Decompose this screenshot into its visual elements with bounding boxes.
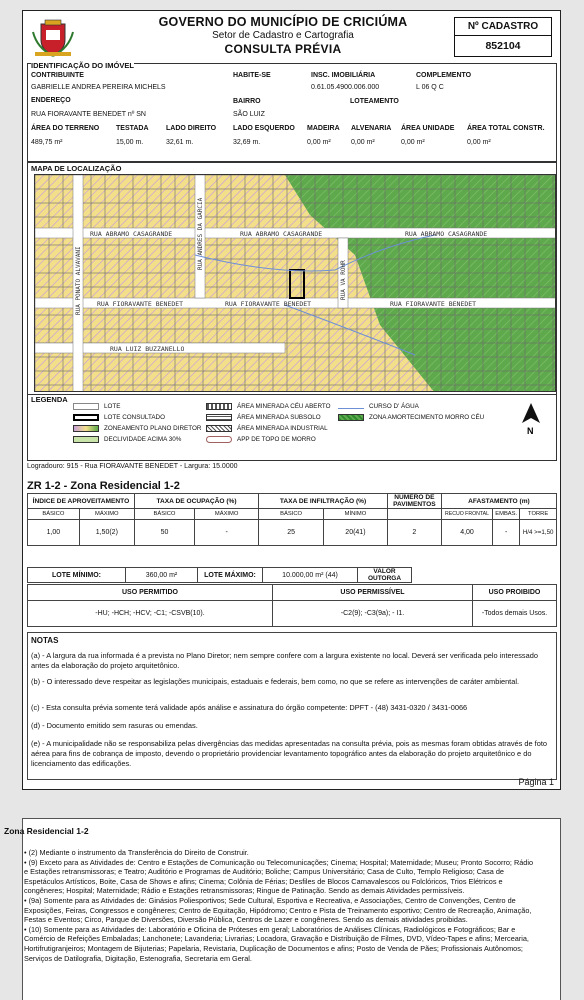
list-item: • (2) Mediante o instrumento da Transferência do Direito de Construir. bbox=[24, 848, 249, 857]
zone-title: ZR 1-2 - Zona Residencial 1-2 bbox=[27, 480, 180, 492]
property-identification bbox=[27, 63, 557, 163]
field-label: LOTEAMENTO bbox=[350, 98, 399, 105]
field-label: LADO ESQUERDO bbox=[233, 125, 295, 132]
lado-esquerdo-value: 32,69 m. bbox=[233, 139, 261, 146]
uso-permissivel-value: -C2(9); -C3(9a); - I1. bbox=[273, 601, 473, 627]
field-label: CONTRIBUINTE bbox=[31, 72, 84, 79]
section-heading: MAPA DE LOCALIZAÇÃO bbox=[31, 164, 122, 173]
legend-item: DECLIVIDADE ACIMA 30% bbox=[73, 436, 181, 443]
document-header bbox=[23, 11, 560, 61]
street-label: RUA FIORAVANTE BENEDET bbox=[97, 300, 184, 308]
sub-header: EMBAS. bbox=[493, 509, 520, 520]
page-number: Página 1 bbox=[518, 777, 554, 787]
note-item: (e) - A municipalidade não se responsabiliza pelas divergências das medidas apresentadas na consulta prévia, pois as mesmas foram obtidas através de foto aérea para fins de cobrança de imposto, devendo o proprietário providenciar levantamento topográfico antes da elaboração do projeto arquitetônico e do licenciamento das edificações. bbox=[31, 739, 547, 768]
field-label: LADO DIREITO bbox=[166, 125, 217, 132]
legend-item: LOTE bbox=[73, 403, 120, 410]
column-header: AFASTAMENTO (m) bbox=[441, 494, 556, 509]
notes-section bbox=[27, 632, 557, 780]
svg-text:N: N bbox=[527, 426, 534, 436]
legend-item: ÁREA MINERADA CÉU ABERTO bbox=[206, 403, 331, 410]
field-label: ENDEREÇO bbox=[31, 97, 71, 104]
legend-item: CURSO D' ÁGUA bbox=[338, 403, 419, 410]
field-label: BAIRRO bbox=[233, 98, 261, 105]
cadastro-box bbox=[454, 17, 552, 57]
testada-value: 15,00 m. bbox=[116, 139, 144, 146]
table-cell: H/4 >=1,50 bbox=[520, 520, 557, 546]
lado-direito-value: 32,61 m. bbox=[166, 139, 194, 146]
location-map[interactable] bbox=[34, 174, 556, 392]
map-legend bbox=[28, 394, 556, 444]
land-use-table bbox=[27, 584, 557, 627]
table-cell: 1,50(2) bbox=[79, 520, 134, 546]
list-item: • (9a) Somente para as Atividades de: Ginásios Poliesportivos; Sede Cultural, Esportiva e Recreativa, e Associações, Centro de Convenções, Centro de Exposições, Feiras, Congressos e congêneres; Centro de Equitação, Hipódromo; Centro e Pista de Treinamento esportivo; Centro de Recreação, Animação, Festas e Eventos; Circo, Parque de Diversões, Diversão Pública, Centros de Lazer e congêneres. Sendo as demais atividades proibidas. bbox=[24, 895, 532, 925]
field-label: HABITE-SE bbox=[233, 72, 271, 79]
notes-heading: NOTAS bbox=[31, 636, 59, 645]
street-label: RUA PONATO ALVAVANI bbox=[75, 246, 82, 315]
alvenaria-value: 0,00 m² bbox=[351, 139, 375, 146]
table-cell: 2 bbox=[387, 520, 441, 546]
inscricao-value: 0.61.05.4900.006.000 bbox=[311, 84, 380, 91]
list-item: • (10) Somente para as Atividades de: Laboratório e Oficina de Próteses em geral; Laboratórios de Análises Clínicas, Radiológicos e Fotográficos; Bar e Comércio de Refeições Embaladas; Lanchonete; Lavanderia; Livrarias; Locadora, Gravação e Distribuição de Filmes, DVD, Vídeo-Tapes e afins; Mercearia, Hortifrutigranjeiros; Montagem de Bijuterias; Papelaria, Revistaria, Duplicação de Documentos e afins; Posto de Venda de Pães; Profissionais Autônomos; Serviços de Datilografia, Digitação, Estenografia, Secretaria em Geral. bbox=[24, 924, 529, 963]
note-item: (c) - Esta consulta prévia somente terá validade após análise e assinatura do órgão competente: DPFT - (48) 3431-0320 / 3431-0066 bbox=[31, 703, 468, 712]
table-cell: 4,00 bbox=[441, 520, 492, 546]
consulta-previa-page-1 bbox=[22, 10, 561, 790]
area-unidade-value: 0,00 m² bbox=[401, 139, 425, 146]
field-label: ALVENARIA bbox=[351, 125, 392, 132]
note-item: (a) - A largura da rua informada é a prevista no Plano Diretor; nem sempre confere com a largura existente no local. Deverá ser verificada pelo interessado antes da elaboração do projeto arquitetônico. bbox=[31, 651, 538, 670]
north-arrow-icon bbox=[518, 401, 544, 437]
legend-item: ÁREA MINERADA SUBSOLO bbox=[206, 414, 321, 421]
street-label: RUA FIORAVANTE BENEDET bbox=[390, 300, 477, 308]
lot-size-table bbox=[27, 567, 557, 583]
zone-notes-list bbox=[24, 848, 538, 963]
location-map-section bbox=[27, 161, 557, 461]
field-label: TESTADA bbox=[116, 125, 149, 132]
sub-header: BÁSICO bbox=[259, 509, 324, 520]
uso-permitido-value: -HU; -HCH; -HCV; -C1; -CSVB(10). bbox=[28, 601, 273, 627]
field-label: MADEIRA bbox=[307, 125, 340, 132]
column-header: USO PROIBIDO bbox=[473, 585, 557, 601]
cadastro-value: 852104 bbox=[485, 40, 521, 52]
bairro-value: SÃO LUIZ bbox=[233, 111, 265, 118]
sub-header: RECUO FRONTAL bbox=[441, 509, 492, 520]
legend-item: ZONA AMORTECIMENTO MORRO CÉU bbox=[338, 414, 484, 421]
lote-minimo-label: LOTE MÍNIMO: bbox=[28, 568, 126, 583]
column-header: USO PERMITIDO bbox=[28, 585, 273, 601]
column-header: NÚMERO DE PAVIMENTOS bbox=[387, 494, 441, 509]
street-label: RUA ABRAMO CASAGRANDE bbox=[90, 230, 173, 238]
uso-proibido-value: -Todos demais Usos. bbox=[473, 601, 557, 627]
table-cell: 25 bbox=[259, 520, 324, 546]
endereco-value: RUA FIORAVANTE BENEDET nº SN bbox=[31, 111, 146, 118]
legend-item: LOTE CONSULTADO bbox=[73, 414, 165, 421]
lote-maximo-value: 10.000,00 m² (44) bbox=[263, 568, 358, 583]
column-header: TAXA DE OCUPAÇÃO (%) bbox=[134, 494, 258, 509]
field-label: ÁREA UNIDADE bbox=[401, 125, 455, 132]
logradouro-line: Logradouro: 915 - Rua FIORAVANTE BENEDET - Largura: 15.0000 bbox=[27, 463, 238, 470]
field-label: ÁREA TOTAL CONSTR. bbox=[467, 125, 545, 132]
legend-item: ZONEAMENTO PLANO DIRETOR bbox=[73, 425, 201, 432]
section-heading: IDENTIFICAÇÃO DO IMÓVEL bbox=[31, 61, 134, 70]
sub-header: MÁXIMO bbox=[79, 509, 134, 520]
street-label: RUA ABRAMO CASAGRANDE bbox=[405, 230, 488, 238]
sub-header: BÁSICO bbox=[134, 509, 194, 520]
legend-heading: LEGENDA bbox=[31, 395, 68, 404]
sub-header: MÍNIMO bbox=[323, 509, 387, 520]
valor-outorga-label: VALOR OUTORGA bbox=[358, 568, 412, 583]
sub-header: MÁXIMO bbox=[195, 509, 259, 520]
zone-notes-title: Zona Residencial 1-2 bbox=[4, 826, 89, 836]
street-label: RUA FIORAVANTE BENEDET bbox=[225, 300, 312, 308]
table-cell: 20(41) bbox=[323, 520, 387, 546]
legend-item: APP DE TOPO DE MORRO bbox=[206, 436, 316, 443]
street-label: RUA LUIZ BUZZANELLO bbox=[110, 345, 185, 353]
map-canvas bbox=[35, 175, 556, 392]
sub-header: BÁSICO bbox=[28, 509, 80, 520]
area-total-value: 0,00 m² bbox=[467, 139, 491, 146]
field-label: COMPLEMENTO bbox=[416, 72, 472, 79]
note-item: (b) - O interessado deve respeitar as legislações municipais, estaduais e federais, bem como, no que se refere as intervenções de caráter ambiental. bbox=[31, 677, 520, 686]
lote-maximo-label: LOTE MÁXIMO: bbox=[198, 568, 263, 583]
government-title: GOVERNO DO MUNICÍPIO DE CRICIÚMA bbox=[158, 15, 408, 29]
street-label: RUA ABRAMO CASAGRANDE bbox=[240, 230, 323, 238]
municipal-coat-of-arms-icon bbox=[31, 18, 75, 58]
table-cell: - bbox=[493, 520, 520, 546]
field-label: INSC. IMOBILIÁRIA bbox=[311, 72, 376, 79]
column-header: USO PERMISSÍVEL bbox=[273, 585, 473, 601]
list-item: • (9) Exceto para as Atividades de: Centro e Estações de Comunicação ou Telecomunicações; Cinema; Hospital; Maternidade; Museu; Pronto Socorro; Rádio e Estações retransmissoras; e Teatro; Auditório e Programas de Auditório; Boliche; Campus Universitário; Casa de Culto, Templo Religioso; Casa de Espetáculos Artísticos, Boite, Casa de Shows e afins; Cinema; Colônia de Férias; Desfiles de Blocos Carnavalescos ou Folclóricos, Trios Elétricos e congêneres; Hospital; Maternidade; Rádio e Estações retransmissoras; Ringue de Patinação. Sendo as demais Atividades permissíveis. bbox=[24, 857, 534, 896]
column-header: TAXA DE INFILTRAÇÃO (%) bbox=[259, 494, 388, 509]
table-cell: - bbox=[195, 520, 259, 546]
column-header: ÍNDICE DE APROVEITAMENTO bbox=[28, 494, 135, 509]
area-terreno-value: 489,75 m² bbox=[31, 139, 63, 146]
table-cell: 50 bbox=[134, 520, 194, 546]
street-label: RUA VA ROHR bbox=[340, 260, 347, 300]
table-cell: 1,00 bbox=[28, 520, 80, 546]
sub-header: TORRE bbox=[520, 509, 557, 520]
note-item: (d) - Documento emitido sem rasuras ou emendas. bbox=[31, 721, 198, 730]
madeira-value: 0,00 m² bbox=[307, 139, 331, 146]
legend-item: ÁREA MINERADA INDUSTRIAL bbox=[206, 425, 328, 432]
cadastro-label: Nº CADASTRO bbox=[455, 18, 551, 36]
document-title: CONSULTA PRÉVIA bbox=[224, 42, 342, 56]
complemento-value: L 06 Q C bbox=[416, 84, 444, 91]
contribuinte-value: GABRIELLE ANDREA PEREIRA MICHELS bbox=[31, 84, 166, 91]
lote-minimo-value: 360,00 m² bbox=[126, 568, 198, 583]
field-label: ÁREA DO TERRENO bbox=[31, 125, 100, 132]
street-label: RUA ANDRES DA GARCIA bbox=[197, 197, 204, 270]
department-subtitle: Setor de Cadastro e Cartografia bbox=[212, 30, 354, 41]
urban-parameters-table bbox=[27, 493, 557, 546]
